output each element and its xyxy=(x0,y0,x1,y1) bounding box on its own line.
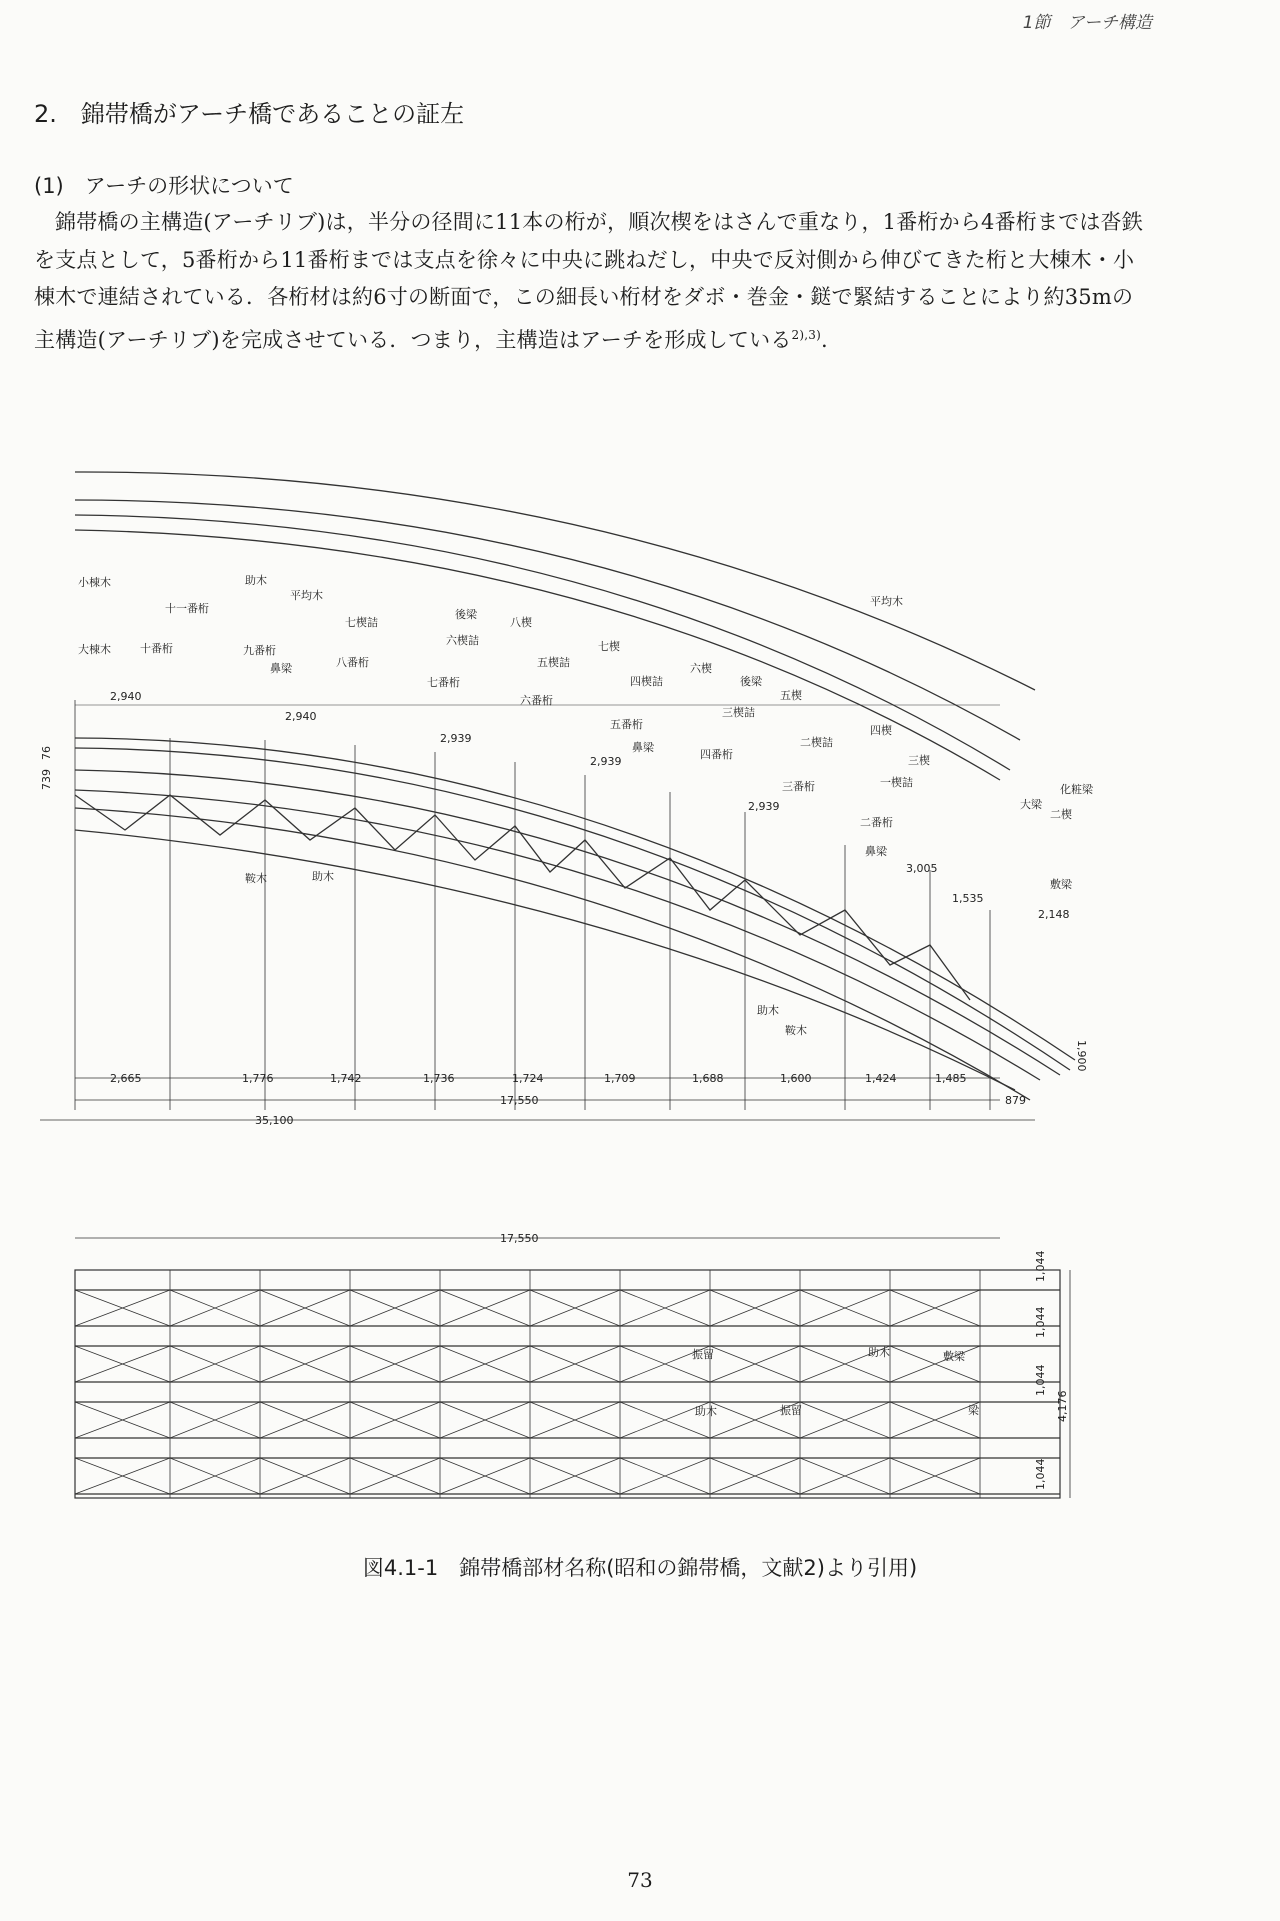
plan-label-furidome: 振留 xyxy=(692,1348,714,1361)
dim-top-2: 2,940 xyxy=(285,710,317,723)
plan-label-sukeki: 助木 xyxy=(868,1346,890,1359)
label-sukeki: 助木 xyxy=(245,574,267,587)
label-ushiroharu: 後梁 xyxy=(455,608,477,621)
subsection-title: (1) アーチの形状について xyxy=(34,174,294,198)
label-keta-4: 四番桁 xyxy=(700,748,733,761)
plan-width-total: 4,176 xyxy=(1056,1390,1069,1422)
label-kusabi-tsume-7: 七楔詰 xyxy=(345,616,378,629)
label-hanabari-2: 鼻梁 xyxy=(632,741,654,754)
truss-zigzag xyxy=(75,795,970,1000)
label-keshohari: 化粧梁 xyxy=(1060,783,1093,796)
dim-bottom-2: 1,776 xyxy=(242,1072,274,1085)
label-kusabi-8: 八楔 xyxy=(510,616,532,629)
elevation-drawing xyxy=(40,472,1075,1120)
dim-2148: 2,148 xyxy=(1038,908,1070,921)
label-keta-2: 二番桁 xyxy=(860,816,893,829)
dim-3005: 3,005 xyxy=(906,862,938,875)
label-kusabi-5: 五楔 xyxy=(780,689,802,702)
label-tsunagi: 鞍木 xyxy=(245,872,267,885)
label-kusabi-tsume-4: 四楔詰 xyxy=(630,675,663,688)
deck-line xyxy=(75,770,1060,1075)
label-kusabi-7: 七楔 xyxy=(598,640,620,653)
label-kusabi-2: 二楔 xyxy=(1050,808,1072,821)
label-keta-5: 五番桁 xyxy=(610,718,643,731)
label-ushiroharu-2: 後梁 xyxy=(740,675,762,688)
label-sukeki-2: 助木 xyxy=(312,870,334,883)
dim-top-5: 2,939 xyxy=(748,800,780,813)
label-keta-8: 八番桁 xyxy=(336,656,369,669)
label-kotoboku: 小棟木 xyxy=(78,576,111,589)
plan-posts xyxy=(75,1270,980,1498)
dim-bottom-10: 1,485 xyxy=(935,1072,967,1085)
label-heikinboku: 平均木 xyxy=(290,589,323,602)
plan-label-hari: 梁 xyxy=(968,1404,979,1417)
dim-full-span: 35,100 xyxy=(255,1114,294,1127)
plan-width-2: 1,044 xyxy=(1034,1306,1047,1338)
plan-label-shikiryo: 敷梁 xyxy=(943,1350,965,1363)
plan-width-1: 1,044 xyxy=(1034,1250,1047,1282)
label-hanabari: 鼻梁 xyxy=(270,662,292,675)
label-keta-6: 六番桁 xyxy=(520,694,553,707)
vertical-lines xyxy=(75,700,990,1110)
dim-bottom-7: 1,688 xyxy=(692,1072,724,1085)
label-kusabi-tsume-5: 五楔詰 xyxy=(537,656,570,669)
dim-top-3: 2,939 xyxy=(440,732,472,745)
dim-bottom-8: 1,600 xyxy=(780,1072,812,1085)
label-kusabi-tsume-1: 一楔詰 xyxy=(880,776,913,789)
label-kusabi-tsume-3: 三楔詰 xyxy=(722,706,755,719)
dim-half-span: 17,550 xyxy=(500,1094,539,1107)
label-kusabi-3: 三楔 xyxy=(908,754,930,767)
dim-bottom-3: 1,742 xyxy=(330,1072,362,1085)
label-kusabi-4: 四楔 xyxy=(870,724,892,737)
dim-879: 879 xyxy=(1005,1094,1026,1107)
plan-span-label: 17,550 xyxy=(500,1232,539,1245)
plan-outline xyxy=(75,1270,1060,1498)
plan-rails xyxy=(75,1290,1060,1494)
running-head: 1節 アーチ構造 xyxy=(1022,13,1152,33)
dim-bottom-6: 1,709 xyxy=(604,1072,636,1085)
elevation-dimensions xyxy=(40,690,1088,1127)
figure-caption: 図4.1-1 錦帯橋部材名称(昭和の錦帯橋，文献2)より引用) xyxy=(362,1556,918,1580)
label-keta-3: 三番桁 xyxy=(782,780,815,793)
label-heikinboku-2: 平均木 xyxy=(870,595,903,608)
rib-upper-line2 xyxy=(75,530,1000,780)
label-keta-7: 七番桁 xyxy=(427,676,460,689)
paragraph-text: 錦帯橋の主構造(アーチリブ)は，半分の径間に11本の桁が，順次楔をはさんで重なり，1番桁から4番桁までは沓鉄を支点として，5番桁から11番桁までは支点を徐々に中央に跳ねだし，中央で反対側から伸びてきた桁と大棟木・小棟木で連結されている．各桁材は約6寸の断面で，この細長い桁材をダボ・巻金・鎹で緊結することにより約35mの主構造(アーチリブ)を完成させている．つまり，主構造はアーチを形成している xyxy=(34,210,1143,352)
page-number: 73 xyxy=(627,1868,653,1892)
dim-bottom-9: 1,424 xyxy=(865,1072,897,1085)
plan-bracing-1 xyxy=(75,1290,980,1326)
label-tsunagi-2: 鞍木 xyxy=(785,1024,807,1037)
label-ootoboku: 大棟木 xyxy=(78,643,111,656)
dim-739: 739 xyxy=(40,769,53,790)
plan-width-3: 1,044 xyxy=(1034,1364,1047,1396)
label-taryo: 大梁 xyxy=(1020,798,1042,811)
label-kusabi-tsume-2: 二楔詰 xyxy=(800,736,833,749)
label-kusabi-tsume-6: 六楔詰 xyxy=(446,634,479,647)
dim-76: 76 xyxy=(40,746,53,760)
dim-bottom-5: 1,724 xyxy=(512,1072,544,1085)
paragraph-end: . xyxy=(820,327,828,352)
dim-1900: 1,900 xyxy=(1075,1040,1088,1072)
plan-labels xyxy=(500,1232,1069,1490)
plan-drawing xyxy=(75,1238,1070,1498)
dim-top-1: 2,940 xyxy=(110,690,142,703)
label-keta-11: 十一番桁 xyxy=(165,602,209,615)
arch-top xyxy=(75,790,1040,1080)
dim-bottom-4: 1,736 xyxy=(423,1072,455,1085)
plan-label-sukeki-2: 助木 xyxy=(695,1405,717,1418)
dim-bottom-1: 2,665 xyxy=(110,1072,142,1085)
label-shikiryo: 敷梁 xyxy=(1050,878,1072,891)
plan-bracing-4 xyxy=(75,1458,980,1494)
section-title: 2. 錦帯橋がアーチ橋であることの証左 xyxy=(34,100,465,128)
label-kusabi-6: 六楔 xyxy=(690,662,712,675)
elevation-labels xyxy=(78,573,1094,1037)
plan-label-furidome-2: 振留 xyxy=(780,1404,802,1417)
plan-bracing-3 xyxy=(75,1402,980,1438)
deck-rail-top xyxy=(75,738,1075,1060)
dim-1535: 1,535 xyxy=(952,892,984,905)
label-keta-9: 九番桁 xyxy=(243,644,276,657)
plan-width-4: 1,044 xyxy=(1034,1458,1047,1490)
deck-rail-mid xyxy=(75,748,1070,1070)
label-keta-10: 十番桁 xyxy=(140,642,173,655)
plan-bracing-2 xyxy=(75,1346,980,1382)
label-sukeki-3: 助木 xyxy=(757,1004,779,1017)
arch-bottom xyxy=(75,830,1015,1090)
label-hanabari-3: 鼻梁 xyxy=(865,845,887,858)
reference-superscript: 2),3) xyxy=(791,327,821,342)
dim-top-4: 2,939 xyxy=(590,755,622,768)
